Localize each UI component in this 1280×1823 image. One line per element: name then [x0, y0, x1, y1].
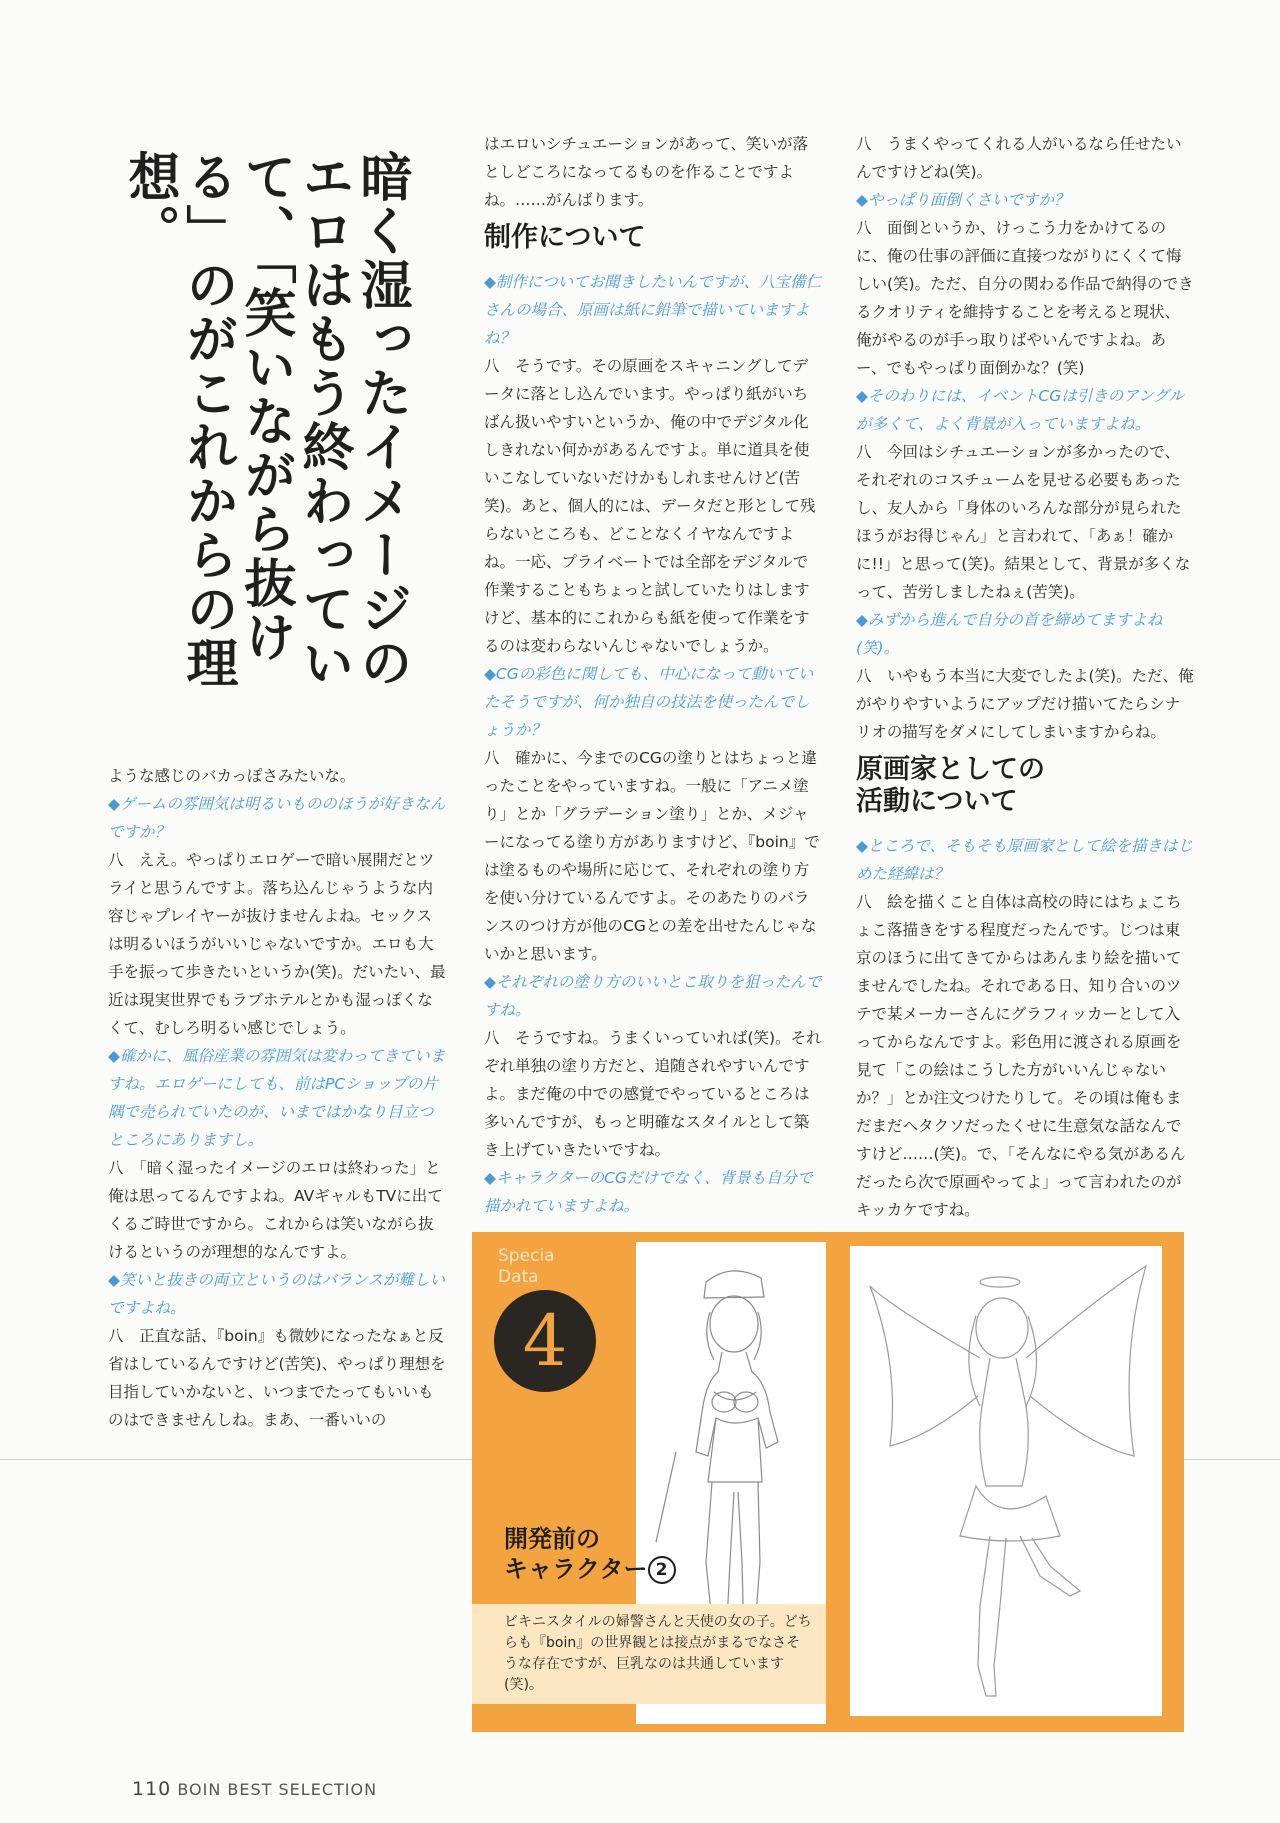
box-caption: ビキニスタイルの婦警さんと天使の女の子。どちらも『boin』の世界観とは接点がまるでなさそうな存在ですが、巨乳なのは共通しています(笑)。: [472, 1604, 826, 1704]
section-heading-career: [856, 754, 1194, 818]
answer: 八 面倒というか、けっこう力をかけてるのに、俺の仕事の評価に直接つながりにくくて悔しい(笑)。ただ、自分の関わる作品で納得のできるクオリティを維持することを考えると現状、俺がやるのが手っ取りばやいんですよね。あー、でもやっぱり面倒かな？(笑): [856, 219, 1194, 377]
question: ◆やっぱり面倒くさいですか？: [856, 191, 1070, 209]
question: ◆確かに、風俗産業の雰囲気は変わってきていますね。エロゲーにしても、前はPCショップの片隅で売られていたのが、いまではかなり目立つところにありますし。: [108, 1047, 446, 1149]
heading-line: 活動について: [856, 786, 1018, 817]
paragraph: ような感じのバカっぽさみたいな。: [108, 767, 356, 785]
question: ◆ゲームの雰囲気は明るいもののほうが好きなんですか？: [108, 795, 446, 841]
answer: 八 そうですね。うまくいっていれば(笑)。それぞれ単独の塗り方だと、追随されやすいんですよ。まだ俺の中での感覚でやっているところは多いんですが、もっと明確なスタイルとして築き上げていきたいですね。: [484, 1029, 822, 1159]
sketch-angel-panel: [850, 1246, 1162, 1716]
box-title-number: 2: [648, 1556, 676, 1584]
special-label-line: Data: [498, 1267, 539, 1287]
special-data-box: [472, 1232, 1184, 1732]
box-title: [504, 1524, 744, 1584]
answer: 八 うまくやってくれる人がいるなら任せたいんですけどね(笑)。: [856, 135, 1182, 181]
page-footer: [132, 1778, 377, 1800]
answer: 八 いやもう本当に大変でしたよ(笑)。ただ、俺がやりやすいようにアップだけ描いてたらシナリオの描写をダメにしてしまいますからね。: [856, 667, 1194, 741]
question: ◆笑いと抜きの両立というのはバランスが難しいですよね。: [108, 1271, 445, 1317]
answer: 八 「暗く湿ったイメージのエロは終わった」と俺は思ってるんですよね。AVギャルもTVに出てくるご時世ですから。これからは笑いながら抜けるというのが理想的なんですよ。: [108, 1159, 443, 1261]
heading-line: 原画家としての: [856, 754, 1045, 785]
box-title-line: キャラクター: [504, 1555, 648, 1583]
publication-title: BOIN BEST SELECTION: [177, 1780, 378, 1799]
box-title-line: 開発前の: [504, 1525, 600, 1553]
answer: 八 今回はシチュエーションが多かったので、それぞれのコスチュームを見せる必要もあったし、友人から「身体のいろんな部分が見られたほうがお得じゃん」と言われて、「あぁ！確かに!!」と思って(笑)。結果として、背景が多くなって、苦労しましたねぇ(苦笑)。: [856, 443, 1191, 601]
answer: 八 そうです。その原画をスキャニングしてデータに落とし込んでいます。やっぱり紙がいちばん扱いやすいというか、俺の中でデジタル化しきれない何かがあるんですよ。単に道具を使いこなしていないだけかもしれませんけど(苦笑)。あと、個人的には、データだと形として残らないところも、どことなくイヤなんですよね。一応、プライベートでは全部をデジタルで作業することもちょっと試していたりはしますけど、基本的にこれからも紙を使って作業をするのは変わらないんじゃないでしょうか。: [484, 357, 816, 655]
special-label-line: Specia: [498, 1246, 555, 1266]
answer: 八 正直な話、『boin』も微妙になったなぁと反省はしているんですけど(苦笑)、やっぱり理想を目指していかないと、いつまでたってもいいものはできませんしね。まあ、一番いいの: [108, 1327, 446, 1429]
divider-left: [0, 1459, 472, 1460]
section-heading-production: 制作について: [484, 222, 646, 253]
question: ◆キャラクターのCGだけでなく、背景も自分で描かれていますよね。: [484, 1169, 813, 1215]
text-column-1: [108, 762, 446, 1434]
text-column-3: [856, 130, 1194, 1224]
divider-right: [1184, 1459, 1280, 1460]
answer: 八 絵を描くこと自体は高校の時にはちょこちょこ落描きをする程度だったんです。じつは東京のほうに出てきてからはあんまり絵を描いてませんでしたね。それである日、知り合いのツテで某メーカーさんにグラフィッカーとして入ってからなんですよ。彩色用に渡される原画を見て「この絵はこうした方がいいんじゃないか？」とか注文つけたりして。その頃は俺もまだまだヘタクソだったくせに生意気な話なんですけど……(笑)。で、「そんなにやる気があるんだったら次で原画やってよ」って言われたのがキッカケですね。: [856, 893, 1186, 1219]
answer: 八 ええ。やっぱりエロゲーで暗い展開だとツライと思うんですよ。落ち込んじゃうような内容じゃプレイヤーが抜けませんよね。セックスは明るいほうがいいじゃないですか。エロも大手を振って歩きたいというか(笑)。だいたい、最近は現実世界でもラブホテルとかも湿っぽくなくて、むしろ明るい感じでしょう。: [108, 851, 446, 1037]
angel-sketch-image: [850, 1246, 1162, 1716]
answer: 八 確かに、今までのCGの塗りとはちょっと違ったことをやっていますね。一般に「アニメ塗り」とか「グラデーション塗り」とか、メジャーになってる塗り方がありますけど、『boin』では塗るものや場所に応じて、それぞれの塗り方を使い分けているんですよ。そのあたりのバランスのつけ方が他のCGとの差を出せたんじゃないかと思います。: [484, 749, 820, 963]
text-column-2: [484, 130, 822, 1220]
question: ◆みずから進んで自分の首を締めてますよね(笑)。: [856, 611, 1163, 657]
paragraph: はエロいシチュエーションがあって、笑いが落としどころになってるものを作ることですよね。……がんばります。: [484, 135, 808, 209]
question: ◆それぞれの塗り方のいいとこ取りを狙ったんですね。: [484, 973, 822, 1019]
headline: 暗く湿ったイメージのエロはもう終わっていて、「笑いながら抜ける」のがこれからの理想。: [119, 150, 411, 690]
special-number-badge: 4: [494, 1290, 596, 1392]
special-data-label: [498, 1246, 555, 1288]
question: ◆CGの彩色に関しても、中心になって動いていたそうですが、何か独自の技法を使ったんでしょうか？: [484, 665, 814, 739]
question: ◆そのわりには、イベントCGは引きのアングルが多くて、よく背景が入っていますよね。: [856, 387, 1184, 433]
question: ◆制作についてお聞きしたいんですが、八宝備仁さんの場合、原画は紙に鉛筆で描いていますよね？: [484, 273, 822, 347]
question: ◆ところで、そもそも原画家として絵を描きはじめた経緯は？: [856, 837, 1193, 883]
page-number: 110: [132, 1778, 172, 1800]
